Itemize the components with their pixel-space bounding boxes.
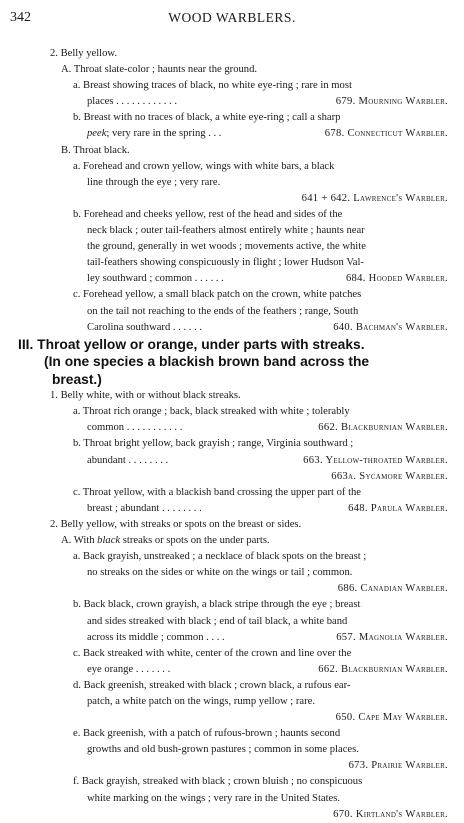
page-header	[10, 10, 454, 30]
section-3-heading: III. Throat yellow or orange, under parts with streaks.	[18, 336, 365, 352]
section-3-1-belly-white: 1. Belly white, with or without black streaks.	[50, 390, 241, 402]
key-text	[0, 46, 464, 823]
section-2-belly-yellow: 2. Belly yellow.	[50, 48, 117, 59]
species-prairie-warbler: 673. Prairie Warbler.	[348, 760, 448, 772]
text-line: neck black ; outer tail-feathers almost entirely white ; haunts near	[87, 225, 365, 237]
text-line: the ground, generally in wet woods ; movements active, the white	[87, 241, 366, 253]
text-line: breast ; abundant . . . . . . . .	[87, 502, 202, 514]
section-3-2-belly-yellow: 2. Belly yellow, with streaks or spots on the breast or sides.	[50, 518, 302, 530]
text-line: growths and old bush-grown pastures ; common in some places.	[87, 744, 359, 756]
species-magnolia-warbler: 657. Magnolia Warbler.	[336, 631, 448, 643]
text-line: a. Back grayish, unstreaked ; a necklace of black spots on the breast ;	[73, 551, 367, 563]
text-line: Carolina southward . . . . . .	[87, 321, 203, 333]
text-line: c. Forehead yellow, a small black patch on the crown, white patches	[73, 289, 362, 301]
text-line: no streaks on the sides or white on the wings or tail ; common.	[87, 567, 353, 579]
species-lawrences-warbler: 641 + 642. Lawrence's Warbler.	[301, 192, 448, 204]
species-hooded-warbler: 684. Hooded Warbler.	[345, 273, 448, 285]
italic-word: black	[97, 535, 121, 547]
text-line: b. Breast with no traces of black, a white eye-ring ; call a sharp	[73, 112, 341, 124]
text-line: patch, a white patch on the wings, rump yellow ; rare.	[87, 695, 315, 707]
text-line: places . . . . . . . . . . . .	[87, 96, 178, 108]
text-line: ; very rare in the spring . . .	[106, 128, 222, 140]
running-head: WOOD WARBLERS.	[168, 10, 296, 25]
italic-word: peek	[87, 128, 107, 140]
text-line: line through the eye ; very rare.	[87, 176, 221, 188]
species-canadian-warbler: 686. Canadian Warbler.	[337, 583, 448, 595]
species-sycamore-warbler: 663a. Sycamore Warbler.	[331, 470, 448, 482]
text-line: and sides streaked with black ; end of tail black, a white band	[87, 615, 348, 627]
text-line: on the tail not reaching to the ends of the feathers ; range, South	[87, 305, 359, 317]
species-blackburnian-warbler-2: 662. Blackburnian Warbler.	[318, 663, 448, 675]
section-3-heading-note: (In one species a blackish brown band across the	[44, 354, 370, 370]
text-line: c. Back streaked with white, center of the crown and line over the	[73, 647, 352, 659]
subsection-a-slate: A. Throat slate-color ; haunts near the ground.	[61, 64, 258, 76]
text-line: a. Forehead and crown yellow, wings with white bars, a black	[73, 160, 335, 172]
text-line: common . . . . . . . . . . .	[87, 422, 183, 434]
section-3-heading-note-end: breast.)	[52, 371, 102, 387]
text-line: a. Throat rich orange ; back, black streaked with white ; tolerably	[73, 406, 350, 418]
text-line: white marking on the wings ; very rare in the United States.	[87, 792, 341, 804]
text-line: eye orange . . . . . . .	[87, 663, 171, 675]
text-line: b. Throat bright yellow, back grayish ; range, Virginia southward ;	[73, 438, 354, 450]
text-line: a. Breast showing traces of black, no white eye-ring ; rare in most	[73, 80, 352, 92]
text-line: b. Back black, crown grayish, a black stripe through the eye ; breast	[73, 599, 361, 611]
species-yellow-throated-warbler: 663. Yellow-throated Warbler.	[303, 454, 448, 466]
species-cape-may-warbler: 650. Cape May Warbler.	[335, 712, 448, 724]
text-line: ley southward ; common . . . . . .	[87, 273, 224, 285]
text-line: abundant . . . . . . . .	[87, 454, 169, 466]
species-kirtlands-warbler: 670. Kirtland's Warbler.	[333, 808, 448, 820]
subsection-b-black: B. Throat black.	[61, 144, 130, 156]
text-line: c. Throat yellow, with a blackish band crossing the upper part of the	[73, 486, 362, 498]
page-number: 342	[10, 10, 31, 25]
text-line: across its middle ; common . . . .	[87, 631, 225, 643]
text-line: f. Back grayish, streaked with black ; crown bluish ; no conspicuous	[73, 776, 363, 788]
species-mourning-warbler: 679. Mourning Warbler.	[335, 96, 448, 108]
text-line: tail-feathers showing conspicuously in flight ; lower Hudson Val-	[87, 257, 364, 269]
text-line: e. Back greenish, with a patch of rufous-brown ; haunts second	[73, 728, 341, 740]
subsection-a-black-streaks: A. With black streaks or spots on the under parts.	[61, 535, 270, 547]
species-bachmans-warbler: 640. Bachman's Warbler.	[333, 321, 448, 333]
species-parula-warbler: 648. Parula Warbler.	[348, 502, 448, 514]
species-connecticut-warbler: 678. Connecticut Warbler.	[324, 128, 448, 140]
species-blackburnian-warbler: 662. Blackburnian Warbler.	[318, 422, 448, 434]
text-line: b. Forehead and cheeks yellow, rest of the head and sides of the	[73, 208, 343, 220]
text-line: d. Back greenish, streaked with black ; crown black, a rufous ear-	[73, 679, 351, 691]
